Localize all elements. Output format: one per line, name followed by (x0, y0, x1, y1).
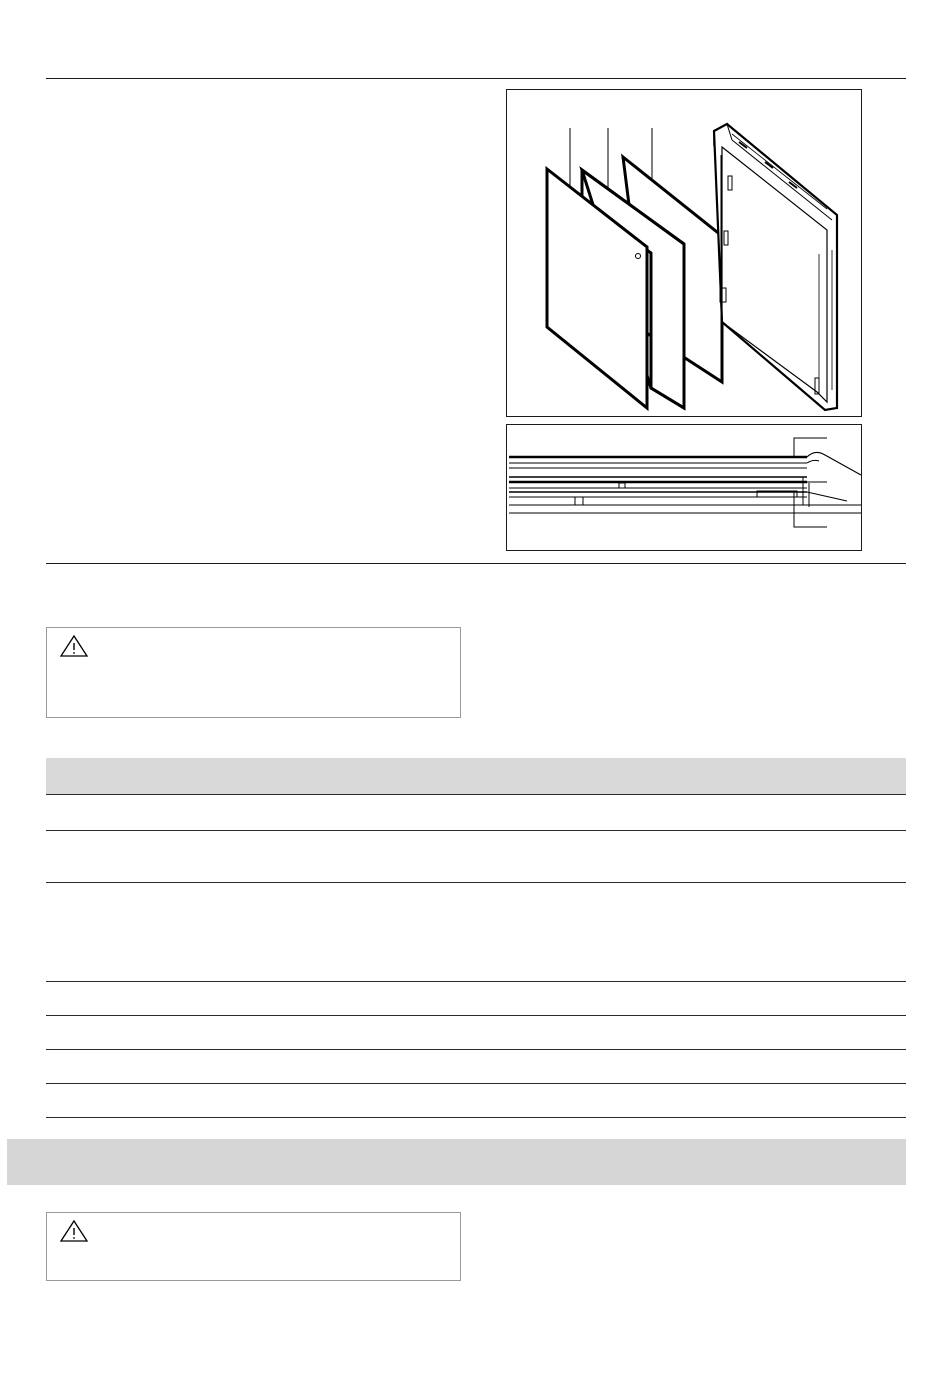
table-row-divider (46, 981, 906, 982)
table-row-divider (46, 882, 906, 883)
table-row-divider (46, 830, 906, 831)
warning-box-2 (46, 1212, 461, 1281)
table-header (46, 758, 906, 794)
table-row-divider (46, 794, 906, 795)
door-frame (714, 124, 837, 410)
table-row-divider (46, 1117, 906, 1118)
table-row-divider (46, 1049, 906, 1050)
warning-box-1 (46, 627, 461, 718)
door-glass-exploded-drawing (507, 90, 861, 416)
door-glass-section-figure (506, 424, 862, 551)
door-glass-exploded-figure (506, 89, 862, 417)
warning-triangle-icon (59, 634, 89, 663)
door-glass-section-drawing (507, 425, 861, 550)
section-rule (46, 563, 906, 564)
warning-triangle-icon (59, 1219, 89, 1248)
top-rule (46, 78, 906, 79)
table-row-divider (46, 1015, 906, 1016)
section-heading-bar (7, 1139, 906, 1185)
table-row-divider (46, 1083, 906, 1084)
